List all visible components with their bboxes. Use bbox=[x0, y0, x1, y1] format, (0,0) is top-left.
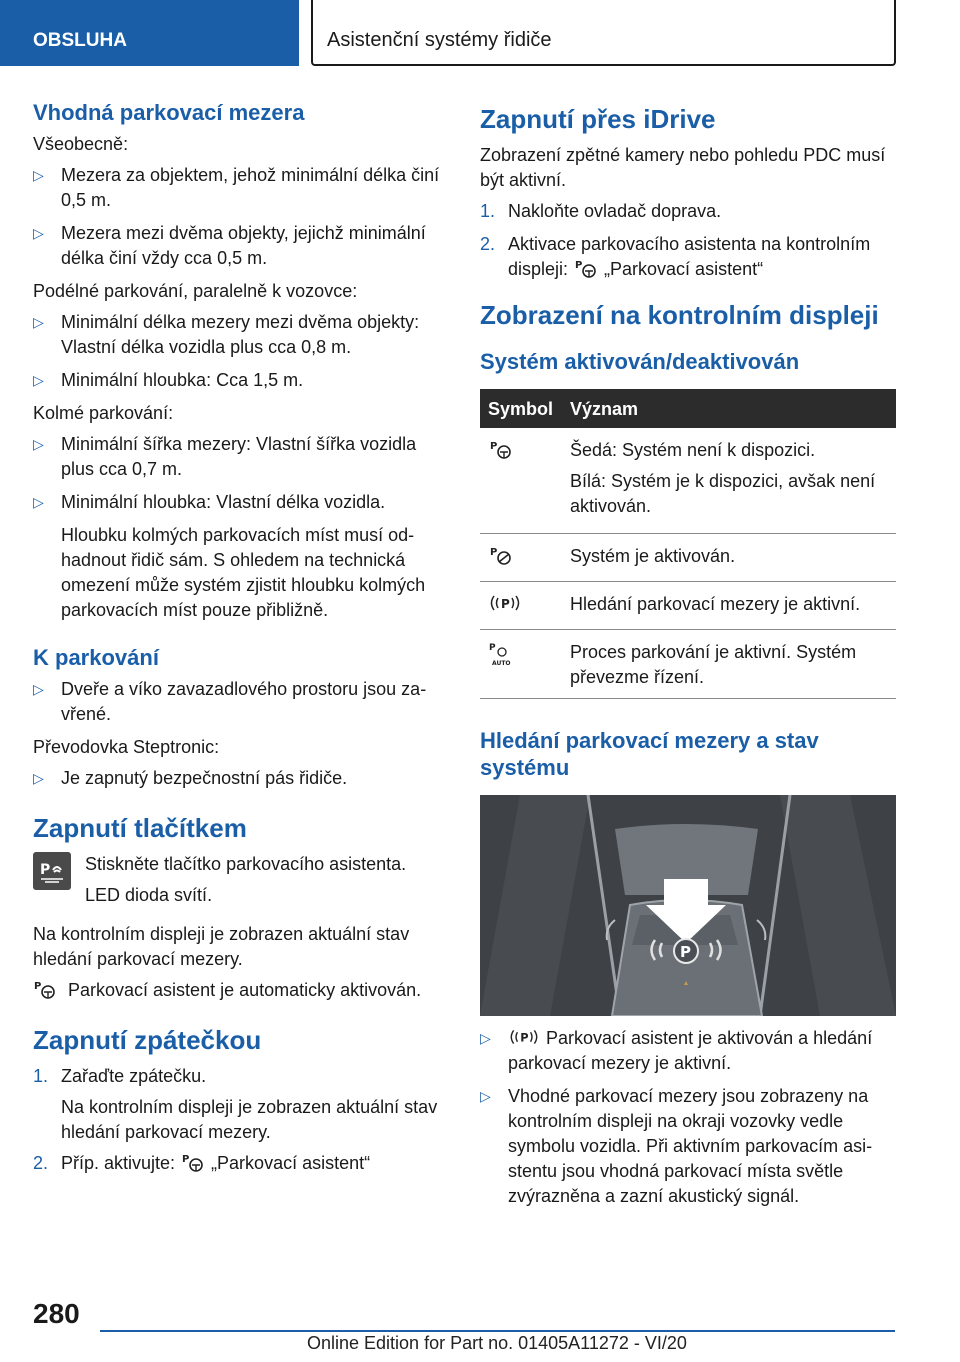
table-row bbox=[480, 534, 896, 582]
symbol-table bbox=[480, 389, 896, 699]
svg-text:AUTO: AUTO bbox=[492, 660, 511, 666]
svg-text:P: P bbox=[490, 547, 498, 558]
button-text-2: LED dioda svítí. bbox=[85, 885, 213, 905]
list-item: 2. Aktivace parkovacího asistenta na kontrolním displeji: P „Parkovací asistent“ bbox=[480, 234, 871, 279]
svg-text:P: P bbox=[680, 943, 691, 961]
list-item: ▷ Minimální hloubka: Cca 1,5 m. bbox=[33, 370, 304, 390]
table-header-meaning: Význam bbox=[562, 389, 896, 428]
page-number: 280 bbox=[33, 1298, 80, 1329]
display-note: Na kontrolním displeji je zobrazen aktuální stav hledání parkovací mezery. bbox=[33, 924, 410, 969]
table-cell: Systém je aktivován. bbox=[562, 534, 896, 582]
parking-search-icon bbox=[488, 592, 522, 614]
auto-parking-icon bbox=[488, 640, 516, 666]
button-instruction bbox=[33, 852, 453, 908]
parking-search-icon bbox=[508, 1026, 540, 1048]
footer-divider bbox=[100, 1330, 895, 1332]
reverse-steps-2 bbox=[33, 1151, 453, 1176]
table-cell: Hledání parkovací mezery je aktivní. bbox=[562, 582, 896, 630]
heading-search-status: Hledání parkovací mezery a stav systému bbox=[480, 728, 819, 780]
table-header-symbol: Symbol bbox=[480, 389, 562, 428]
idrive-steps bbox=[480, 199, 896, 282]
page-header bbox=[0, 0, 960, 66]
svg-text:P: P bbox=[40, 862, 51, 878]
idrive-intro: Zobrazení zpětné kamery nebo pohledu PDC musí být aktivní. bbox=[480, 145, 886, 190]
svg-text:P: P bbox=[520, 1031, 529, 1045]
left-column bbox=[33, 100, 453, 1184]
general-list bbox=[33, 163, 453, 271]
park-assist-active-icon bbox=[488, 544, 514, 566]
heading-suitable-space: Vhodná parkovací mezera bbox=[33, 100, 305, 125]
park-assist-icon bbox=[33, 978, 57, 1000]
heading-button-on: Zapnutí tlačítkem bbox=[33, 813, 247, 843]
general-label: Všeobecně: bbox=[33, 134, 129, 154]
perpendicular-list bbox=[33, 432, 453, 515]
svg-text:P: P bbox=[34, 981, 42, 992]
button-text-1: Stiskněte tlačítko parkovacího asistenta. bbox=[85, 854, 407, 874]
svg-text:P: P bbox=[501, 597, 510, 611]
steptronic-list bbox=[33, 766, 453, 791]
svg-text:P: P bbox=[490, 441, 498, 452]
heading-display: Zobrazení na kontrolním displeji bbox=[480, 300, 879, 330]
status-list bbox=[480, 1026, 896, 1209]
parking-display-illustration bbox=[480, 795, 896, 1016]
table-header-row bbox=[480, 389, 896, 428]
heading-reverse-on: Zapnutí zpátečkou bbox=[33, 1025, 262, 1055]
heading-to-park: K parkování bbox=[33, 645, 159, 670]
parallel-label: Podélné parkování, paralelně k vozovce: bbox=[33, 281, 358, 301]
list-item: ▷ Minimální délka mezery mezi dvěma objekty: Vlastní délka vozidla plus cca 0,8 m. bbox=[33, 312, 420, 357]
heading-idrive-on: Zapnutí přes iDrive bbox=[480, 104, 716, 134]
list-item: ▷ Mezera mezi dvěma objekty, jejichž minimální délka činí vždy cca 0,5 m. bbox=[33, 223, 426, 268]
list-item: ▷ Dveře a víko zavazadlového prostoru jsou zavřené. bbox=[33, 679, 427, 724]
list-item: 1. Nakloňte ovladač doprava. bbox=[480, 201, 722, 221]
auto-activation-note: P Parkovací asistent je automaticky aktivován. bbox=[34, 980, 422, 1000]
heading-system-status: Systém aktivován/deaktivován bbox=[480, 349, 800, 374]
reverse-step-note: Na kontrolním displeji je zobrazen aktuální stav hledání parkovací mezery. bbox=[61, 1097, 438, 1142]
park-list bbox=[33, 677, 453, 727]
park-assist-icon bbox=[181, 1151, 205, 1173]
chapter-tab: Asistenční systémy řidiče bbox=[311, 0, 896, 66]
table-cell: Šedá: Systém není k dispozici. bbox=[570, 440, 816, 460]
list-item: ▷ Minimální hloubka: Vlastní délka vozidla. bbox=[33, 492, 386, 512]
right-column bbox=[480, 100, 896, 1217]
list-item: ▷ Vhodné parkovací mezery jsou zobrazeny na kontrolním displeji na okraji vozovky vedle symbolu vozidla. Při aktivním parkovacím asistentu jsou vhodná parkovací místa světle zvýrazněna a zazní akustický signál. bbox=[480, 1086, 873, 1206]
steptronic-label: Převodovka Steptronic: bbox=[33, 737, 220, 757]
table-cell: Proces parkování je aktivní. Systém převezme řízení. bbox=[562, 630, 896, 699]
footer-edition: Online Edition for Part no. 01405A11272 - VI/20 bbox=[307, 1333, 687, 1353]
perpendicular-note: Hloubku kolmých parkovacích míst musí odhadnout řidič sám. S ohledem na technická omezení může systém zjistit hloubku kolmých parkovacích míst pouze přibližně. bbox=[61, 525, 426, 620]
svg-text:P: P bbox=[489, 643, 496, 653]
list-item: ▷ Minimální šířka mezery: Vlastní šířka vozidla plus cca 0,7 m. bbox=[33, 434, 417, 479]
table-row bbox=[480, 630, 896, 699]
table-row bbox=[480, 582, 896, 630]
list-item: 2. Příp. aktivujte: P „Parkovací asistent“ bbox=[33, 1153, 371, 1173]
table-cell: Bílá: Systém je k dispozici, avšak není aktivován. bbox=[570, 471, 876, 516]
section-tab: OBSLUHA bbox=[0, 0, 299, 66]
list-item: ▷ P Parkovací asistent je aktivován a hledání parkovací mezery je aktivní. bbox=[480, 1028, 873, 1073]
park-assist-icon bbox=[574, 257, 598, 279]
list-item: ▷ Mezera za objektem, jehož minimální délka činí 0,5 m. bbox=[33, 165, 440, 210]
perpendicular-label: Kolmé parkování: bbox=[33, 403, 174, 423]
list-item: ▷ Je zapnutý bezpečnostní pás řidiče. bbox=[33, 768, 348, 788]
park-assist-icon bbox=[488, 438, 514, 460]
svg-text:P: P bbox=[575, 260, 583, 271]
parallel-list bbox=[33, 310, 453, 393]
reverse-steps bbox=[33, 1064, 453, 1089]
svg-text:P: P bbox=[182, 1154, 190, 1165]
park-assist-button-icon bbox=[33, 852, 71, 890]
table-row bbox=[480, 428, 896, 534]
list-item: 1. Zařaďte zpátečku. bbox=[33, 1066, 207, 1086]
